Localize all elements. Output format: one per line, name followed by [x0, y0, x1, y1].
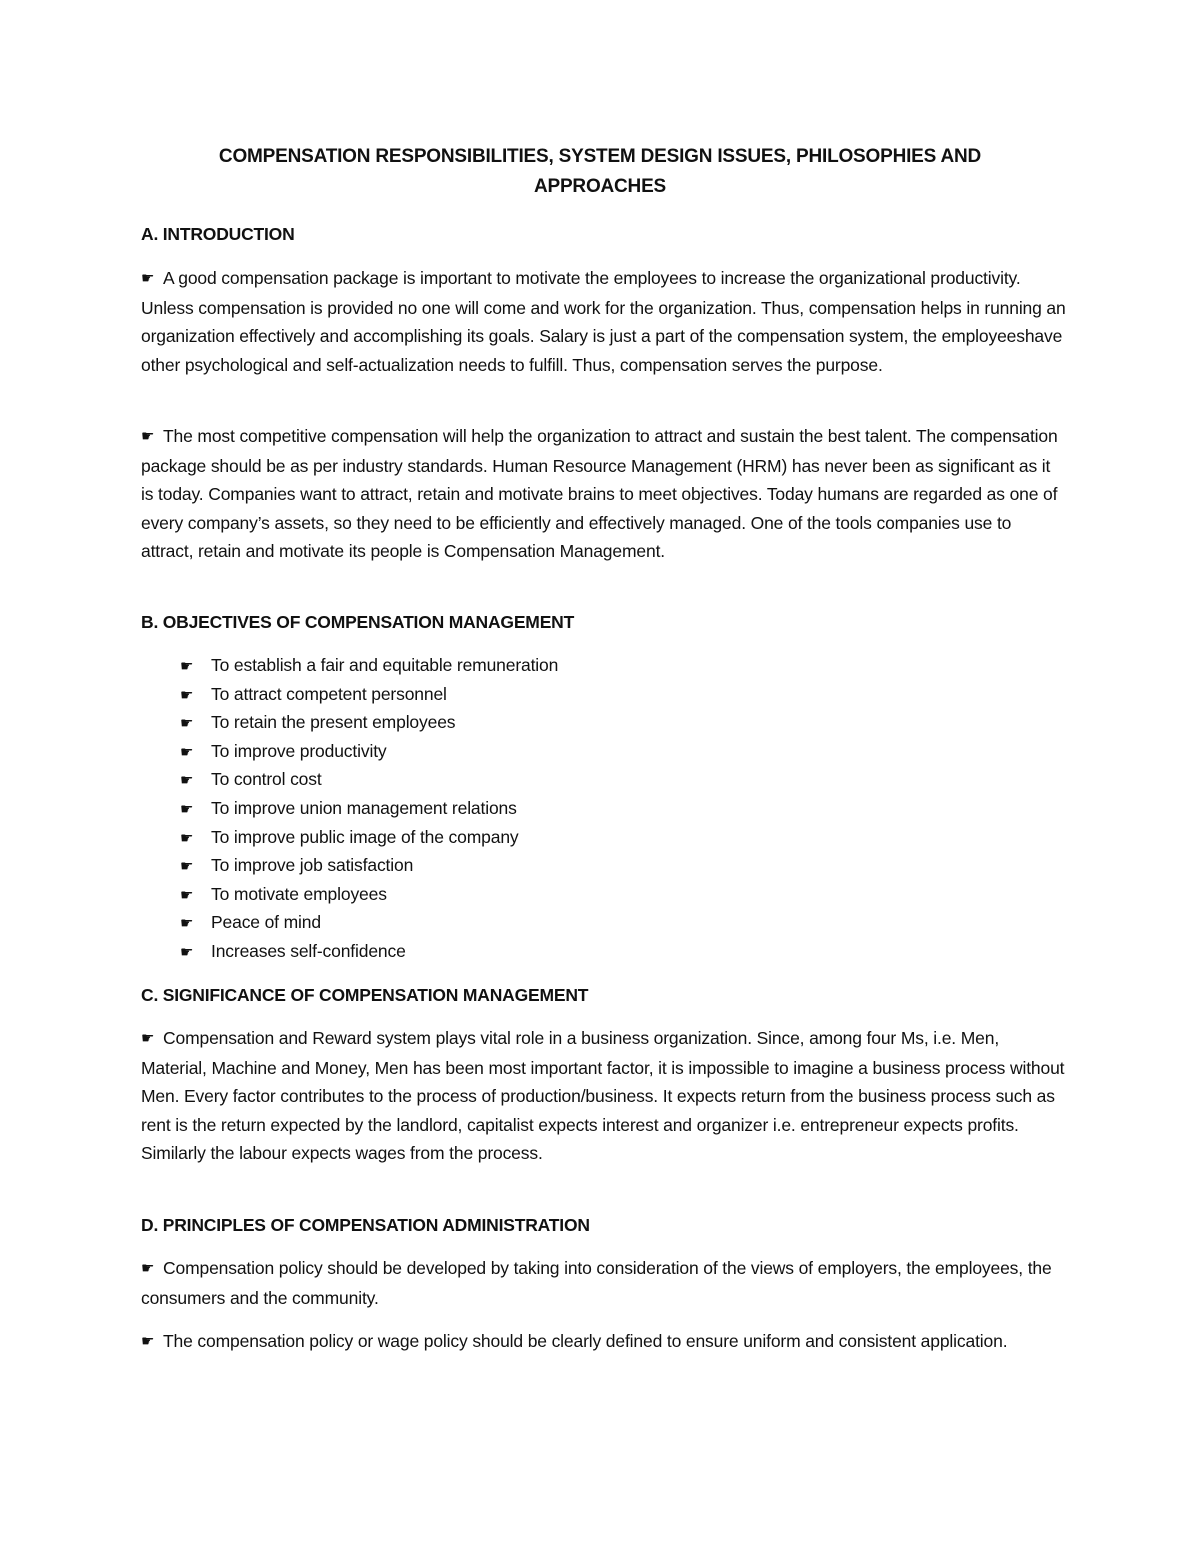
list-item: [180, 765, 558, 794]
document-title-line-1: COMPENSATION RESPONSIBILITIES, SYSTEM DESIGN ISSUES, PHILOSOPHIES AND: [218, 146, 982, 167]
significance-paragraph-1: [141, 1024, 1066, 1168]
list-item-text: To improve union management relations: [211, 797, 517, 818]
list-item-text: To control cost: [211, 769, 322, 790]
document-title: [140, 142, 1060, 202]
heading-objectives: B. OBJECTIVES OF COMPENSATION MANAGEMENT: [141, 612, 575, 632]
list-item-text: To improve productivity: [211, 740, 387, 761]
pointing-hand-icon: ☛: [180, 886, 194, 904]
objectives-list: [180, 651, 558, 966]
pointing-hand-icon: ☛: [180, 772, 194, 790]
intro-paragraph-2-text: The most competitive compensation will help the organization to attract and sustain the best talent. The compensation package should be as per industry standards. Human Resource Management (HRM) has never been as significant as it is today. Companies want to attract, retain and motivate brains to meet objectives. Today humans are regarded as one of every company’s assets, so they need to be efficiently and effectively managed. One of the tools companies use to attract, retain and motivate its people is Compensation Management.: [141, 426, 1058, 562]
heading-significance: C. SIGNIFICANCE OF COMPENSATION MANAGEMENT: [141, 985, 589, 1005]
heading-introduction: A. INTRODUCTION: [141, 224, 295, 244]
pointing-hand-icon: ☛: [180, 686, 194, 704]
list-item-text: To retain the present employees: [211, 712, 456, 733]
list-item-text: Peace of mind: [211, 912, 321, 933]
list-item: [180, 708, 558, 737]
list-item-text: To attract competent personnel: [211, 683, 447, 704]
pointing-hand-icon: ☛: [180, 915, 194, 933]
pointing-hand-icon: ☛: [180, 858, 194, 876]
principles-paragraph-1-text: Compensation policy should be developed by taking into consideration of the views of employers, the employees, the consumers and the community.: [141, 1258, 1052, 1308]
list-item: [180, 880, 558, 909]
pointing-hand-icon: ☛: [141, 1333, 155, 1350]
list-item-text: To motivate employees: [211, 883, 387, 904]
principles-paragraph-1: [141, 1254, 1066, 1312]
pointing-hand-icon: ☛: [180, 829, 194, 847]
list-item-text: To improve job satisfaction: [211, 855, 414, 876]
principles-paragraph-2-text: The compensation policy or wage policy should be clearly defined to ensure uniform and consistent application.: [163, 1331, 1008, 1351]
principles-paragraph-2: [141, 1327, 1066, 1357]
intro-paragraph-1: [141, 264, 1066, 379]
list-item: [180, 794, 558, 823]
list-item: [180, 823, 558, 852]
list-item: [180, 651, 558, 680]
pointing-hand-icon: ☛: [180, 800, 194, 818]
list-item: [180, 908, 558, 937]
list-item: [180, 937, 558, 966]
pointing-hand-icon: ☛: [141, 428, 155, 445]
significance-paragraph-1-text: Compensation and Reward system plays vital role in a business organization. Since, among four Ms, i.e. Men, Material, Machine and Money, Men has been most important factor, it is impossible to imagine a business process without Men. Every factor contributes to the process of production/business. It expects return from the business process such as rent is the return expected by the landlord, capitalist expects interest and organizer i.e. entrepreneur expects profits. Similarly the labour expects wages from the process.: [141, 1028, 1065, 1164]
list-item: [180, 851, 558, 880]
pointing-hand-icon: ☛: [180, 715, 194, 733]
pointing-hand-icon: ☛: [141, 1030, 155, 1047]
heading-principles: D. PRINCIPLES OF COMPENSATION ADMINISTRATION: [141, 1215, 590, 1235]
intro-paragraph-1-text: A good compensation package is important to motivate the employees to increase the organizational productivity. Unless compensation is provided no one will come and work for the organization. Thus, compensation helps in running an organization effectively and accomplishing its goals. Salary is just a part of the compensation system, the employeeshave other psychological and self-actualization needs to fulfill. Thus, compensation serves the purpose.: [141, 268, 1066, 375]
pointing-hand-icon: ☛: [141, 270, 155, 287]
list-item-text: To establish a fair and equitable remuneration: [211, 655, 559, 675]
pointing-hand-icon: ☛: [180, 743, 194, 761]
list-item-text: Increases self-confidence: [211, 940, 406, 961]
list-item: [180, 737, 558, 766]
pointing-hand-icon: ☛: [141, 1260, 155, 1277]
intro-paragraph-2: [141, 422, 1066, 566]
list-item: [180, 680, 558, 709]
pointing-hand-icon: ☛: [180, 943, 194, 961]
document-title-line-2: APPROACHES: [533, 176, 667, 197]
pointing-hand-icon: ☛: [180, 658, 194, 675]
list-item-text: To improve public image of the company: [211, 826, 519, 847]
